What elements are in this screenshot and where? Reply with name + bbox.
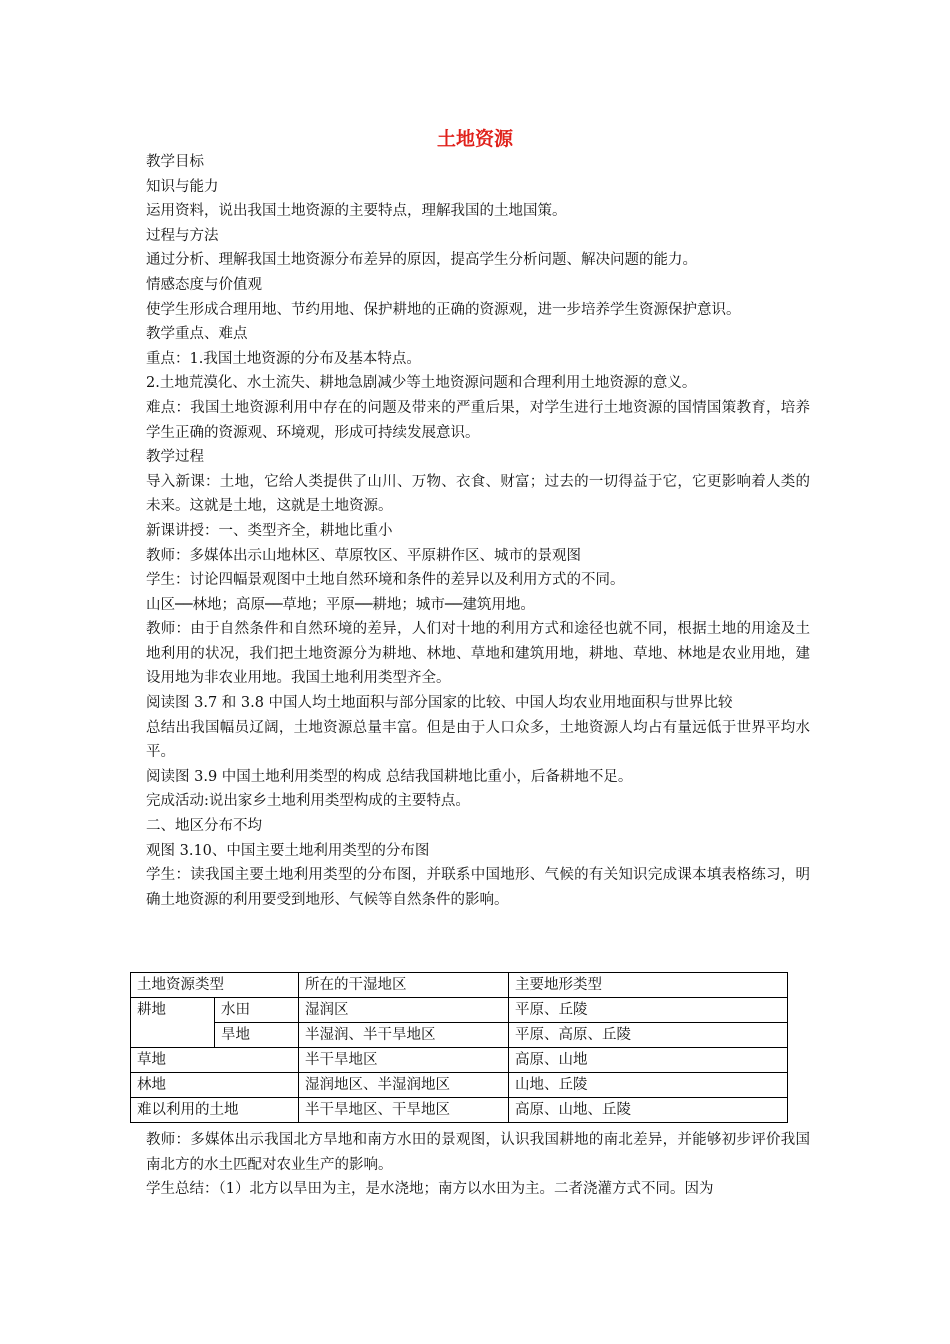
- table-row: [131, 998, 788, 1023]
- table-cell: 水田: [215, 998, 299, 1023]
- paragraph: 观图 3.10、中国主要土地利用类型的分布图: [146, 842, 430, 859]
- paragraph: 完成活动:说出家乡土地利用类型构成的主要特点。: [146, 793, 470, 810]
- table-cell: 耕地: [131, 998, 215, 1048]
- paragraph: 通过分析、理解我国土地资源分布差异的原因，提高学生分析问题、解决问题的能力。: [146, 252, 697, 269]
- table-row: [131, 1048, 788, 1073]
- table-cell: 高原、山地: [509, 1048, 788, 1073]
- table-cell: 湿润区: [299, 998, 509, 1023]
- lesson-body-continued: [146, 1128, 810, 1202]
- paragraph: 过程与方法: [146, 227, 219, 244]
- table-cell: 平原、丘陵: [509, 998, 788, 1023]
- paragraph: 知识与能力: [146, 178, 219, 195]
- paragraph: 总结出我国幅员辽阔，土地资源总量丰富。但是由于人口众多，土地资源人均占有量远低于世界平均水平。: [146, 719, 810, 761]
- table-cell: 半湿润、半干旱地区: [299, 1023, 509, 1048]
- paragraph: 教师：由于自然条件和自然环境的差异，人们对十地的利用方式和途径也就不同，根据土地的用途及土地利用的状况，我们把土地资源分为耕地、林地、草地和建筑用地，耕地、草地、林地是农业用地，建设用地为非农业用地。我国土地利用类型齐全。: [146, 621, 810, 687]
- table-header-cell: 所在的干湿地区: [299, 973, 509, 998]
- paragraph: 学生总结：（1）北方以旱田为主，是水浇地；南方以水田为主。二者浇灌方式不同。因为: [146, 1181, 714, 1198]
- table-cell: 草地: [131, 1048, 299, 1073]
- table-cell: 难以利用的土地: [131, 1098, 299, 1123]
- paragraph: 学生：读我国主要土地利用类型的分布图，并联系中国地形、气候的有关知识完成课本填表格练习，明确土地资源的利用要受到地形、气候等自然条件的影响。: [146, 867, 810, 908]
- table-header-cell: 土地资源类型: [131, 973, 299, 998]
- paragraph: 难点：我国土地资源利用中存在的问题及带来的严重后果，对学生进行土地资源的国情国策教育，培养学生正确的资源观、环境观，形成可持续发展意识。: [146, 399, 810, 441]
- paragraph: 教学目标: [146, 154, 204, 170]
- paragraph: 教师：多媒体出示我国北方旱地和南方水田的景观图，认识我国耕地的南北差异，并能够初步评价我国南北方的水土匹配对农业生产的影响。: [146, 1132, 810, 1173]
- paragraph: 二、地区分布不均: [146, 818, 262, 835]
- table-header-row: [131, 973, 788, 998]
- paragraph: 教师：多媒体出示山地林区、草原牧区、平原耕作区、城市的景观图: [146, 547, 581, 564]
- table-cell: 湿润地区、半湿润地区: [299, 1073, 509, 1098]
- table-cell: 半干旱地区: [299, 1048, 509, 1073]
- table-cell: 林地: [131, 1073, 299, 1098]
- paragraph: 导入新课：土地，它给人类提供了山川、万物、衣食、财富；过去的一切得益于它，它更影响着人类的未来。这就是土地，这就是土地资源。: [146, 473, 810, 515]
- paragraph: 2.土地荒漠化、水土流失、耕地急剧减少等土地资源问题和合理利用土地资源的意义。: [146, 375, 697, 392]
- paragraph: 教学过程: [146, 449, 204, 466]
- table-cell: 山地、丘陵: [509, 1073, 788, 1098]
- lesson-body: [146, 150, 810, 912]
- paragraph: 学生：讨论四幅景观图中土地自然环境和条件的差异以及利用方式的不同。: [146, 572, 625, 589]
- document-title: 土地资源: [436, 128, 513, 150]
- paragraph: 使学生形成合理用地、节约用地、保护耕地的正确的资源观，进一步培养学生资源保护意识。: [146, 301, 741, 318]
- paragraph: 阅读图 3.7 和 3.8 中国人均土地面积与部分国家的比较、中国人均农业用地面积与世界比较: [146, 695, 733, 712]
- table-cell: 旱地: [215, 1023, 299, 1048]
- table-row: [131, 1023, 788, 1048]
- paragraph: 重点：1.我国土地资源的分布及基本特点。: [146, 350, 421, 367]
- table-cell: 平原、高原、丘陵: [509, 1023, 788, 1048]
- table-row: [131, 1073, 788, 1098]
- paragraph: 阅读图 3.9 中国土地利用类型的构成 总结我国耕地比重小，后备耕地不足。: [146, 768, 633, 785]
- paragraph: 教学重点、难点: [146, 326, 248, 343]
- table-header-cell: 主要地形类型: [509, 973, 788, 998]
- paragraph: 运用资料，说出我国土地资源的主要特点，理解我国的土地国策。: [146, 203, 567, 220]
- paragraph: 情感态度与价值观: [146, 276, 262, 293]
- table-cell: 高原、山地、丘陵: [509, 1098, 788, 1123]
- paragraph: 山区──林地；高原──草地；平原──耕地；城市──建筑用地。: [146, 596, 535, 613]
- land-resource-table: [130, 972, 788, 1123]
- paragraph: 新课讲授：一、类型齐全，耕地比重小: [146, 522, 393, 539]
- table-row: [131, 1098, 788, 1123]
- table-cell: 半干旱地区、干旱地区: [299, 1098, 509, 1123]
